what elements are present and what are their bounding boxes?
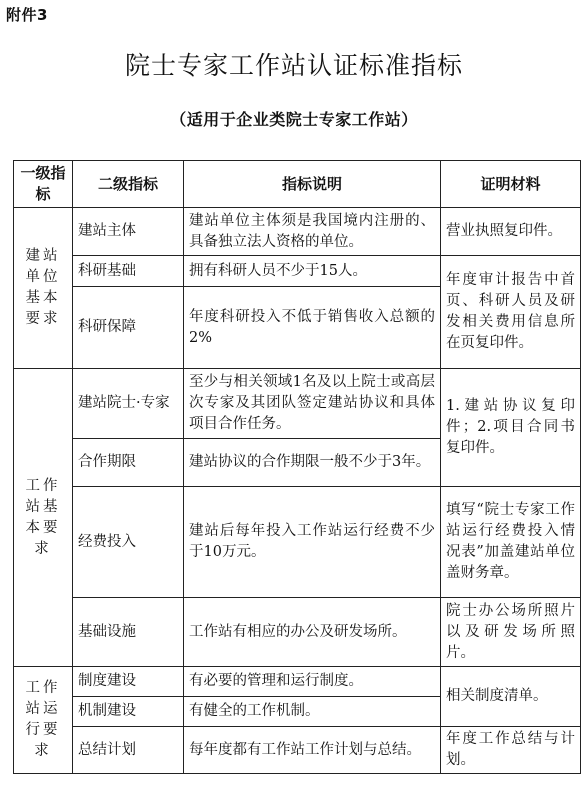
document-title: 院士专家工作站认证标准指标 — [124, 51, 463, 80]
header-level1: 一级指标 — [14, 161, 73, 208]
evidence-cell: 院士办公场所照片以及研发场所照片。 — [441, 598, 581, 667]
level2-cell: 建站院士·专家 — [73, 369, 184, 439]
level1-cell: 工作站运行要求 — [14, 667, 73, 774]
description-cell: 有必要的管理和运行制度。 — [184, 667, 441, 697]
evidence-cell: 年度工作总结与计划。 — [441, 727, 581, 774]
evidence-cell: 1.建站协议复印件；2.项目合同书复印件。 — [441, 369, 581, 487]
level1-cell: 建站单位基本要求 — [14, 208, 73, 369]
table-row — [14, 487, 581, 598]
level2-cell: 合作期限 — [73, 439, 184, 487]
header-description: 指标说明 — [184, 161, 441, 208]
header-evidence: 证明材料 — [441, 161, 581, 208]
description-cell: 至少与相关领域1名及以上院士或高层次专家及其团队签定建站协议和具体项目合作任务。 — [184, 369, 441, 439]
description-cell: 有健全的工作机制。 — [184, 697, 441, 727]
level2-cell: 经费投入 — [73, 487, 184, 598]
annex-label: 附件3 — [6, 6, 48, 24]
table-row — [14, 369, 581, 439]
level1-cell: 工作站基本要求 — [14, 369, 73, 667]
description-cell: 建站协议的合作期限一般不少于3年。 — [184, 439, 441, 487]
table-row — [14, 256, 581, 287]
document-subtitle: （适用于企业类院士专家工作站） — [170, 110, 418, 129]
level2-cell: 建站主体 — [73, 208, 184, 256]
level2-cell: 制度建设 — [73, 667, 184, 697]
table-header-row — [14, 161, 581, 208]
description-cell: 工作站有相应的办公及研发场所。 — [184, 598, 441, 667]
level2-cell: 科研保障 — [73, 287, 184, 369]
level2-cell: 机制建设 — [73, 697, 184, 727]
level2-cell: 基础设施 — [73, 598, 184, 667]
level2-cell: 科研基础 — [73, 256, 184, 287]
description-cell: 拥有科研人员不少于15人。 — [184, 256, 441, 287]
evidence-cell: 相关制度清单。 — [441, 667, 581, 727]
table-row — [14, 598, 581, 667]
table-row — [14, 667, 581, 697]
standards-table — [13, 160, 581, 774]
header-level2: 二级指标 — [73, 161, 184, 208]
table-row — [14, 208, 581, 256]
evidence-cell: 填写“院士专家工作站运行经费投入情况表”加盖建站单位盖财务章。 — [441, 487, 581, 598]
level2-cell: 总结计划 — [73, 727, 184, 774]
description-cell: 建站单位主体须是我国境内注册的、具备独立法人资格的单位。 — [184, 208, 441, 256]
description-cell: 年度科研投入不低于销售收入总额的 2% — [184, 287, 441, 369]
evidence-cell: 营业执照复印件。 — [441, 208, 581, 256]
description-cell: 建站后每年投入工作站运行经费不少于10万元。 — [184, 487, 441, 598]
table-row — [14, 727, 581, 774]
description-cell: 每年度都有工作站工作计划与总结。 — [184, 727, 441, 774]
evidence-cell: 年度审计报告中首页、科研人员及研发相关费用信息所在页复印件。 — [441, 256, 581, 369]
